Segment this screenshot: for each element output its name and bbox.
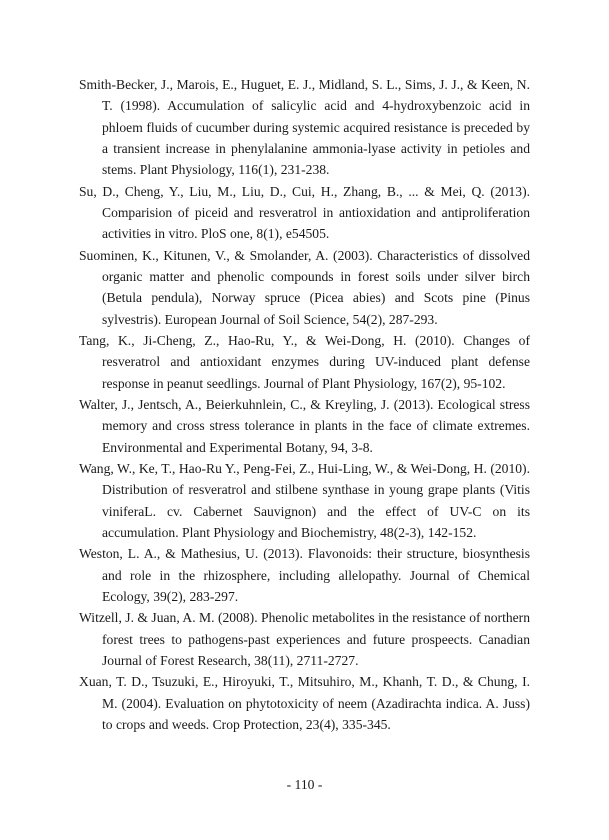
reference-entry: Wang, W., Ke, T., Hao-Ru Y., Peng-Fei, Z., Hui-Ling, W., & Wei-Dong, H. (2010). Distribution of resveratrol and stilbene synthase in young grape plants (Vitis viniferaL. cv. Cabernet Sauvignon) and the effect of UV-C on its accumulation. Plant Physiology and Biochemistry, 48(2-3), 142-152. bbox=[79, 460, 530, 540]
reference-list bbox=[79, 74, 530, 735]
reference-entry: Su, D., Cheng, Y., Liu, M., Liu, D., Cui, H., Zhang, B., ... & Mei, Q. (2013). Comparision of piceid and resveratrol in antioxidation and antiproliferation activities in vitro. PloS one, 8(1), e54505. bbox=[79, 183, 530, 242]
reference-entry: Smith-Becker, J., Marois, E., Huguet, E. J., Midland, S. L., Sims, J. J., & Keen, N. T. (1998). Accumulation of salicylic acid and 4-hydroxybenzoic acid in phloem fluids of cucumber during systemic acquired resistance is preceded by a transient increase in phenylalanine ammonia-lyase activity in petioles and stems. Plant Physiology, 116(1), 231-238. bbox=[79, 77, 530, 178]
reference-entry: Weston, L. A., & Mathesius, U. (2013). Flavonoids: their structure, biosynthesis and role in the rhizosphere, including allelopathy. Journal of Chemical Ecology, 39(2), 283-297. bbox=[79, 546, 530, 604]
reference-entry: Witzell, J. & Juan, A. M. (2008). Phenolic metabolites in the resistance of northern forest trees to pathogens-past experiences and future prospeects. Canadian Journal of Forest Research, 38(11), 2711-2727. bbox=[79, 610, 530, 668]
reference-entry: Suominen, K., Kitunen, V., & Smolander, A. (2003). Characteristics of dissolved organic matter and phenolic compounds in forest soils under silver birch (Betula pendula), Norway spruce (Picea abies) and Scots pine (Pinus sylvestris). European Journal of Soil Science, 54(2), 287-293. bbox=[79, 247, 530, 327]
reference-entry: Walter, J., Jentsch, A., Beierkuhnlein, C., & Kreyling, J. (2013). Ecological stress memory and cross stress tolerance in plants in the face of climate extremes. Environmental and Experimental Botany, 94, 3-8. bbox=[79, 396, 530, 455]
reference-entry: Xuan, T. D., Tsuzuki, E., Hiroyuki, T., Mitsuhiro, M., Khanh, T. D., & Chung, I. M. (2004). Evaluation on phytotoxicity of neem (Azadirachta indica. A. Juss) to crops and weeds. Crop Protection, 23(4), 335-345. bbox=[79, 674, 530, 732]
reference-entry: Tang, K., Ji-Cheng, Z., Hao-Ru, Y., & Wei-Dong, H. (2010). Changes of resveratrol and antioxidant enzymes during UV-induced plant defense response in peanut seedlings. Journal of Plant Physiology, 167(2), 95-102. bbox=[79, 332, 530, 391]
page-number: - 110 - bbox=[286, 777, 323, 792]
